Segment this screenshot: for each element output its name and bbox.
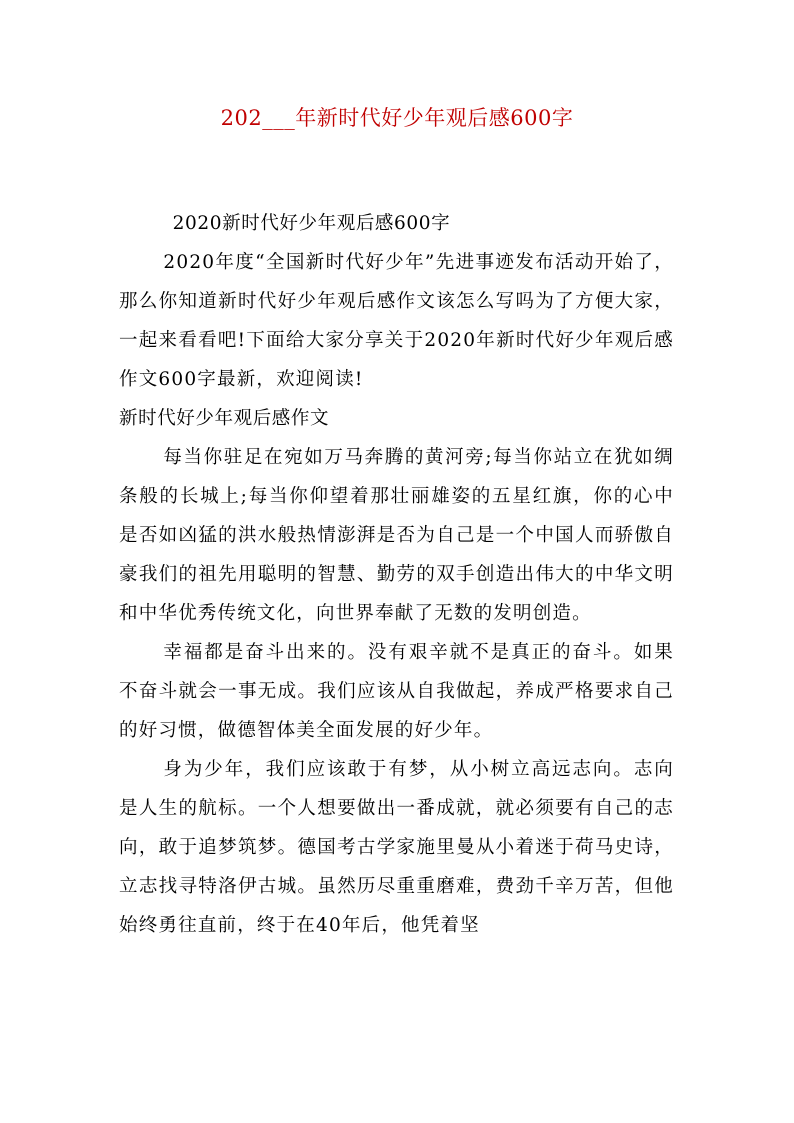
document-title: 202___年新时代好少年观后感600字 — [220, 106, 574, 130]
article-subtitle: 2020新时代好少年观后感600字 — [172, 213, 451, 234]
document-body — [119, 204, 674, 945]
body-paragraph-2: 幸福都是奋斗出来的。没有艰辛就不是真正的奋斗。如果不奋斗就会一事无成。我们应该从自我做起，养成严格要求自己的好习惯，做德智体美全面发展的好少年。 — [119, 642, 674, 741]
intro-paragraph: 2020年度“全国新时代好少年”先进事迹发布活动开始了，那么你知道新时代好少年观后感作文该怎么写吗为了方便大家，一起来看看吧!下面给大家分享关于2020年新时代好少年观后感作文600字最新，欢迎阅读! — [119, 252, 674, 390]
body-paragraph-3: 身为少年，我们应该敢于有梦，从小树立高远志向。志向是人生的航标。一个人想要做出一番成就，就必须要有自己的志向，敢于追梦筑梦。德国考古学家施里曼从小着迷于荷马史诗，立志找寻特洛伊古城。虽然历尽重重磨难，费劲千辛万苦，但他始终勇往直前，终于在40年后，他凭着坚 — [119, 759, 674, 936]
body-paragraph-1: 每当你驻足在宛如万马奔腾的黄河旁;每当你站立在犹如绸条般的长城上;每当你仰望着那壮丽雄姿的五星红旗，你的心中是否如凶猛的洪水般热情澎湃是否为自己是一个中国人而骄傲自豪我们的祖先用聪明的智慧、勤劳的双手创造出伟大的中华文明和中华优秀传统文化，向世界奉献了无数的发明创造。 — [119, 447, 674, 624]
section-heading: 新时代好少年观后感作文 — [119, 408, 330, 429]
